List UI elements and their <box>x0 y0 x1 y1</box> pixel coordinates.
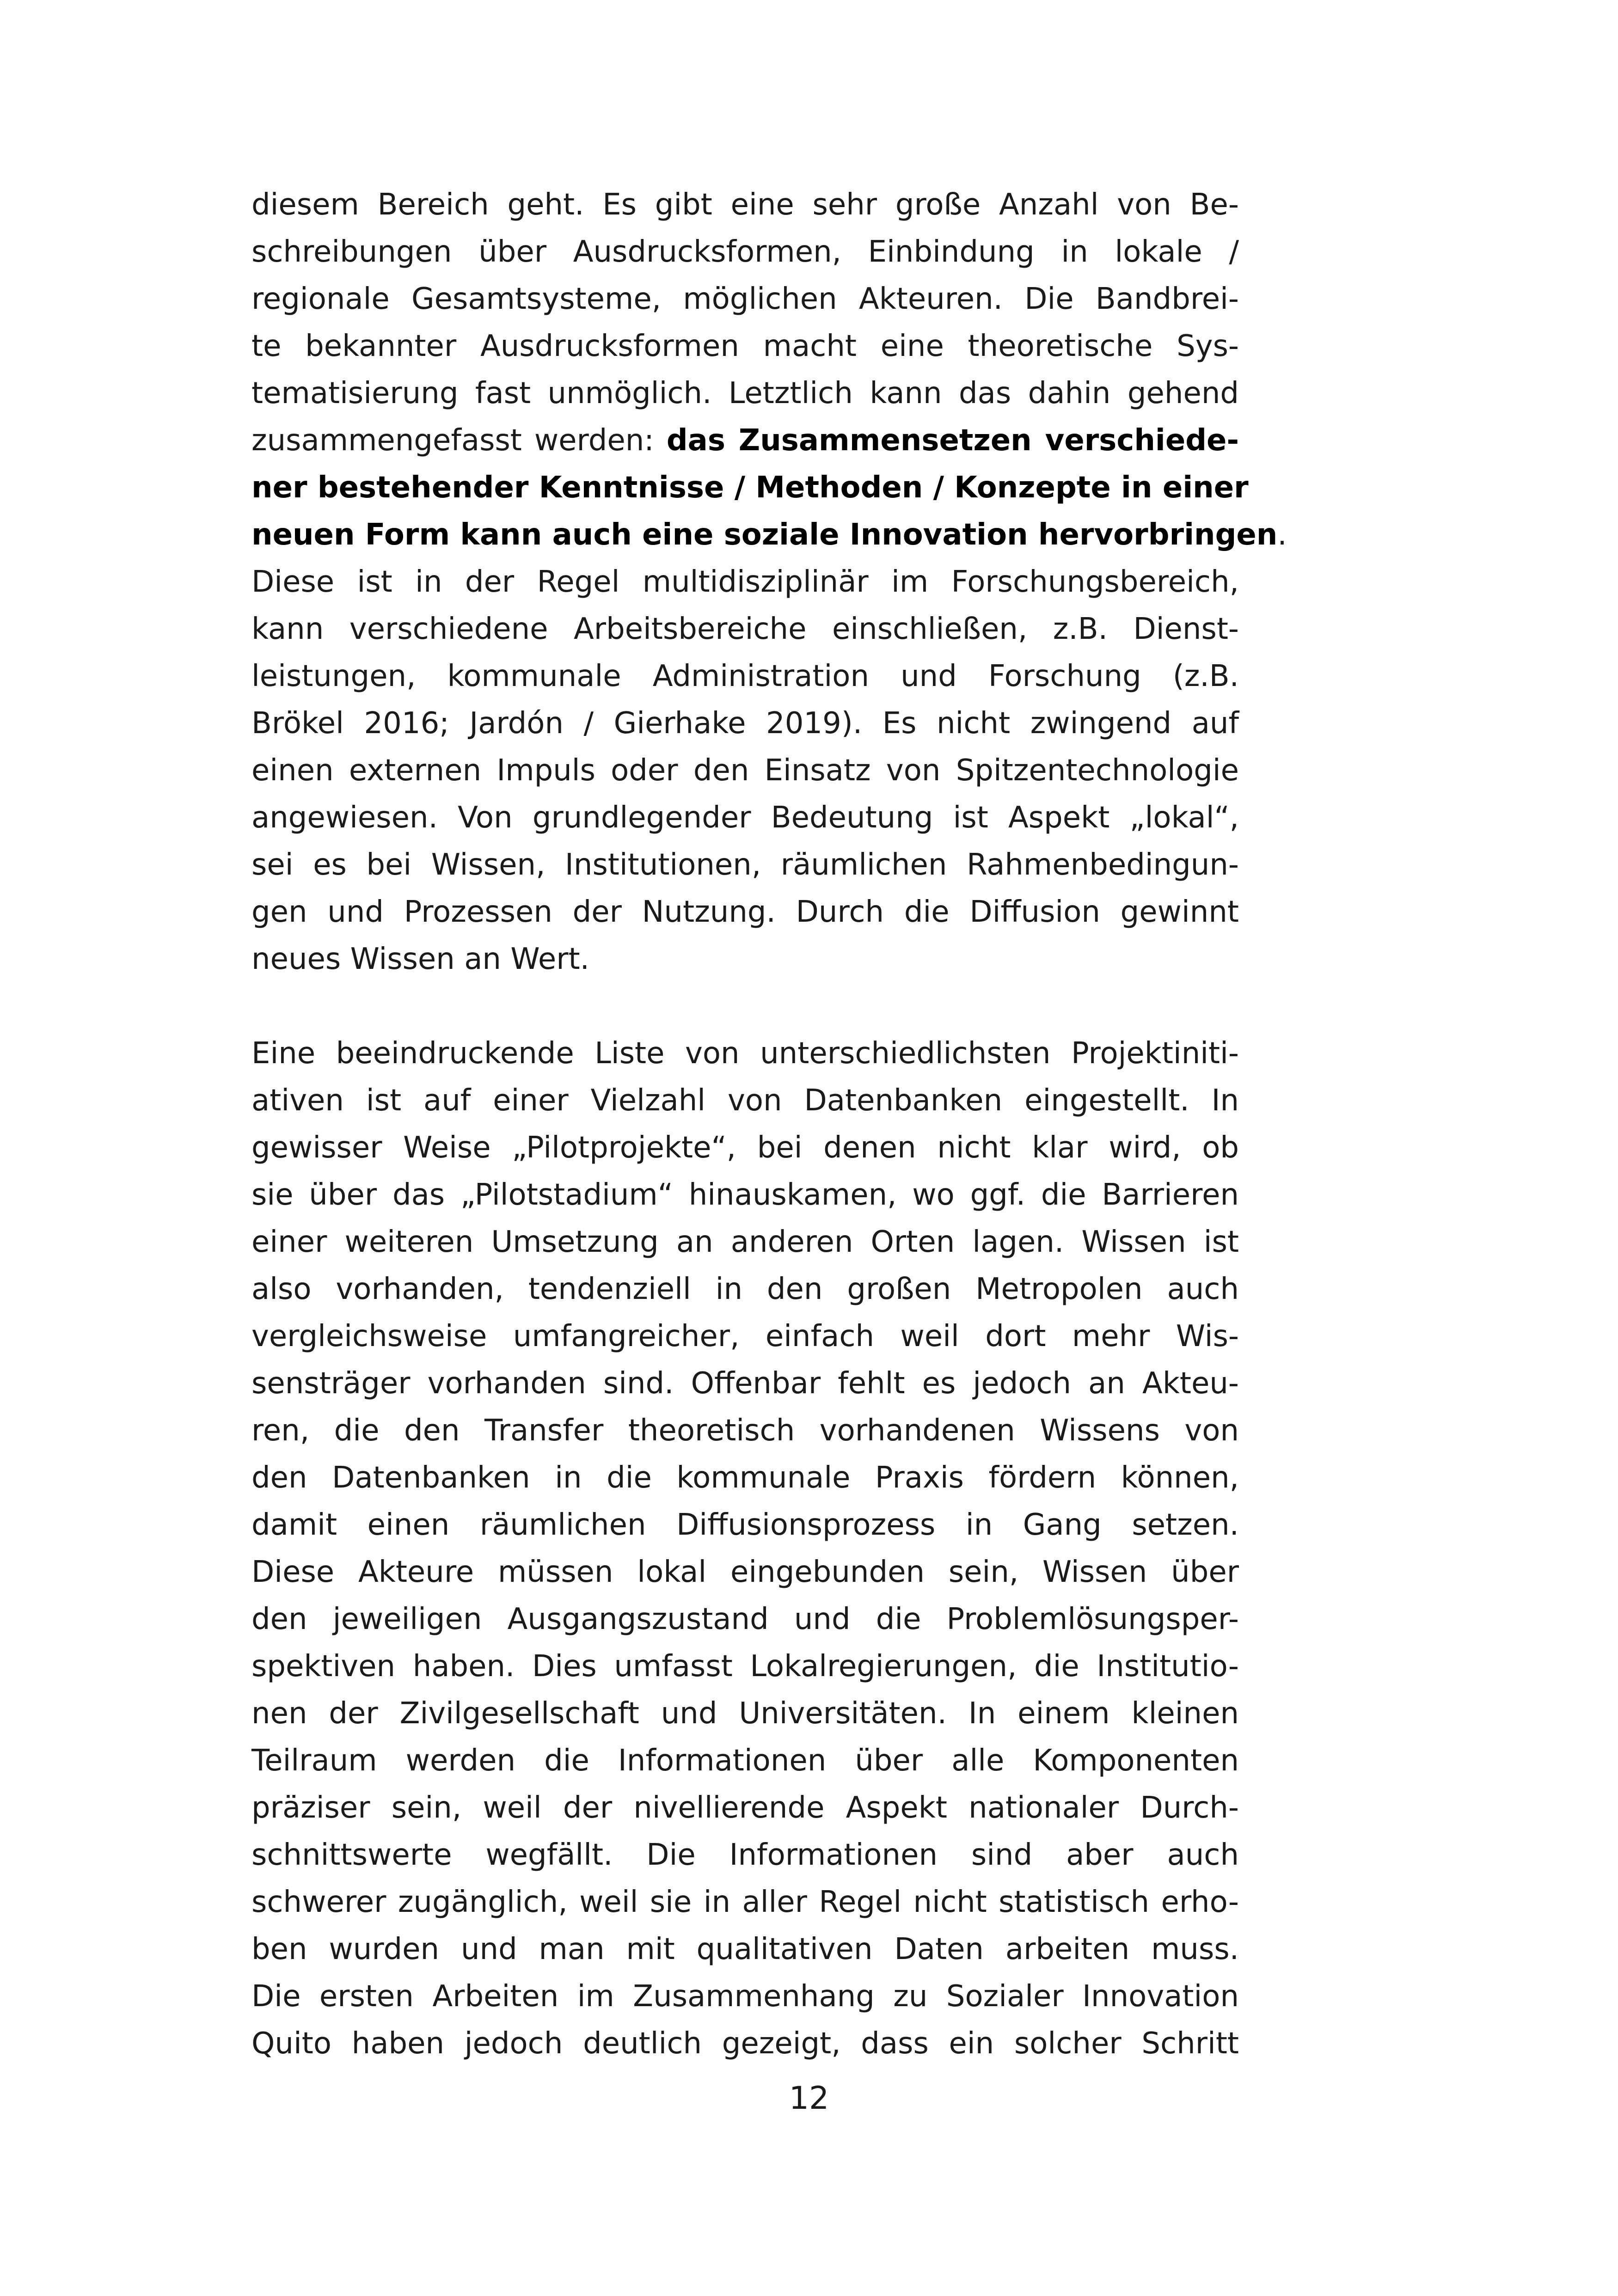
text-line: also vorhanden, tendenziell in den großen Metropolen auch <box>251 1272 1239 1306</box>
text-line: tematisierung fast unmöglich. Letztlich kann das dahin gehend <box>251 376 1239 410</box>
text-line: Brökel 2016; Jardón / Gierhake 2019). Es nicht zwingend auf <box>251 706 1239 741</box>
text-line: sie über das „Pilotstadium“ hinauskamen, wo ggf. die Barrieren <box>251 1178 1239 1212</box>
text-line: schreibungen über Ausdrucksformen, Einbindung in lokale / <box>251 235 1239 269</box>
text-line: den jeweiligen Ausgangszustand und die Problemlösungsper- <box>251 1602 1239 1636</box>
text-line: einen externen Impuls oder den Einsatz von Spitzentechnologie <box>251 753 1239 788</box>
text-line: ren, die den Transfer theoretisch vorhandenen Wissens von <box>251 1414 1239 1448</box>
text-line: ativen ist auf einer Vielzahl von Datenbanken eingestellt. In <box>251 1084 1239 1118</box>
text-line: angewiesen. Von grundlegender Bedeutung ist Aspekt „lokal“, <box>251 801 1239 835</box>
text-line: Eine beeindruckende Liste von unterschiedlichsten Projektiniti- <box>251 1036 1239 1071</box>
text-line: regionale Gesamtsysteme, möglichen Akteuren. Die Bandbrei- <box>251 282 1239 316</box>
text-line: gewisser Weise „Pilotprojekte“, bei denen nicht klar wird, ob <box>251 1131 1239 1165</box>
text-line: ben wurden und man mit qualitativen Daten arbeiten muss. <box>251 1932 1239 1966</box>
text-segment: . <box>1277 518 1287 552</box>
bold-emphasis: das Zusammensetzen verschiede- <box>666 423 1239 458</box>
text-line: sensträger vorhanden sind. Offenbar fehlt es jedoch an Akteu- <box>251 1366 1239 1401</box>
text-line: te bekannter Ausdrucksformen macht eine theoretische Sys- <box>251 329 1239 363</box>
paragraph-1 <box>251 181 1287 983</box>
text-line: vergleichsweise umfangreicher, einfach weil dort mehr Wis- <box>251 1319 1239 1353</box>
text-line: neues Wissen an Wert. <box>251 942 589 976</box>
text-line: leistungen, kommunale Administration und Forschung (z.B. <box>251 659 1239 693</box>
bold-emphasis: neuen Form kann auch eine soziale Innovation hervorbringen <box>251 518 1278 552</box>
text-line: gen und Prozessen der Nutzung. Durch die Diffusion gewinnt <box>251 895 1239 929</box>
text-line: Die ersten Arbeiten im Zusammenhang zu Sozialer Innovation <box>251 1979 1239 2014</box>
text-line: damit einen räumlichen Diffusionsprozess in Gang setzen. <box>251 1508 1239 1542</box>
text-line: Diese ist in der Regel multidisziplinär im Forschungsbereich, <box>251 565 1239 599</box>
text-line: kann verschiedene Arbeitsbereiche einschließen, z.B. Dienst- <box>251 612 1239 646</box>
text-line: schnittswerte wegfällt. Die Informationen sind aber auch <box>251 1838 1239 1872</box>
text-line: diesem Bereich geht. Es gibt eine sehr große Anzahl von Be- <box>251 188 1239 222</box>
text-line: Diese Akteure müssen lokal eingebunden sein, Wissen über <box>251 1555 1239 1589</box>
page-number: 12 <box>789 2080 829 2117</box>
text-line-mixed <box>251 417 1239 464</box>
text-line-mixed <box>251 511 1287 558</box>
text-segment: zusammengefasst werden: <box>251 423 667 458</box>
text-line: den Datenbanken in die kommunale Praxis fördern können, <box>251 1461 1239 1495</box>
text-line: schwerer zugänglich, weil sie in aller Regel nicht statistisch erho- <box>251 1885 1239 1919</box>
text-line: Quito haben jedoch deutlich gezeigt, dass ein solcher Schritt <box>251 2027 1239 2061</box>
text-line: spektiven haben. Dies umfasst Lokalregierungen, die Institutio- <box>251 1649 1239 1684</box>
text-line: nen der Zivilgesellschaft und Universitäten. In einem kleinen <box>251 1696 1239 1731</box>
text-line: präziser sein, weil der nivellierende Aspekt nationaler Durch- <box>251 1791 1239 1825</box>
text-line: Teilraum werden die Informationen über alle Komponenten <box>251 1744 1239 1778</box>
text-line: sei es bei Wissen, Institutionen, räumlichen Rahmenbedingun- <box>251 848 1239 882</box>
text-line: einer weiteren Umsetzung an anderen Orten lagen. Wissen ist <box>251 1225 1239 1259</box>
paragraph-2 <box>251 1030 1239 2067</box>
bold-emphasis-line: ner bestehender Kenntnisse / Methoden / Konzepte in einer <box>251 471 1249 505</box>
